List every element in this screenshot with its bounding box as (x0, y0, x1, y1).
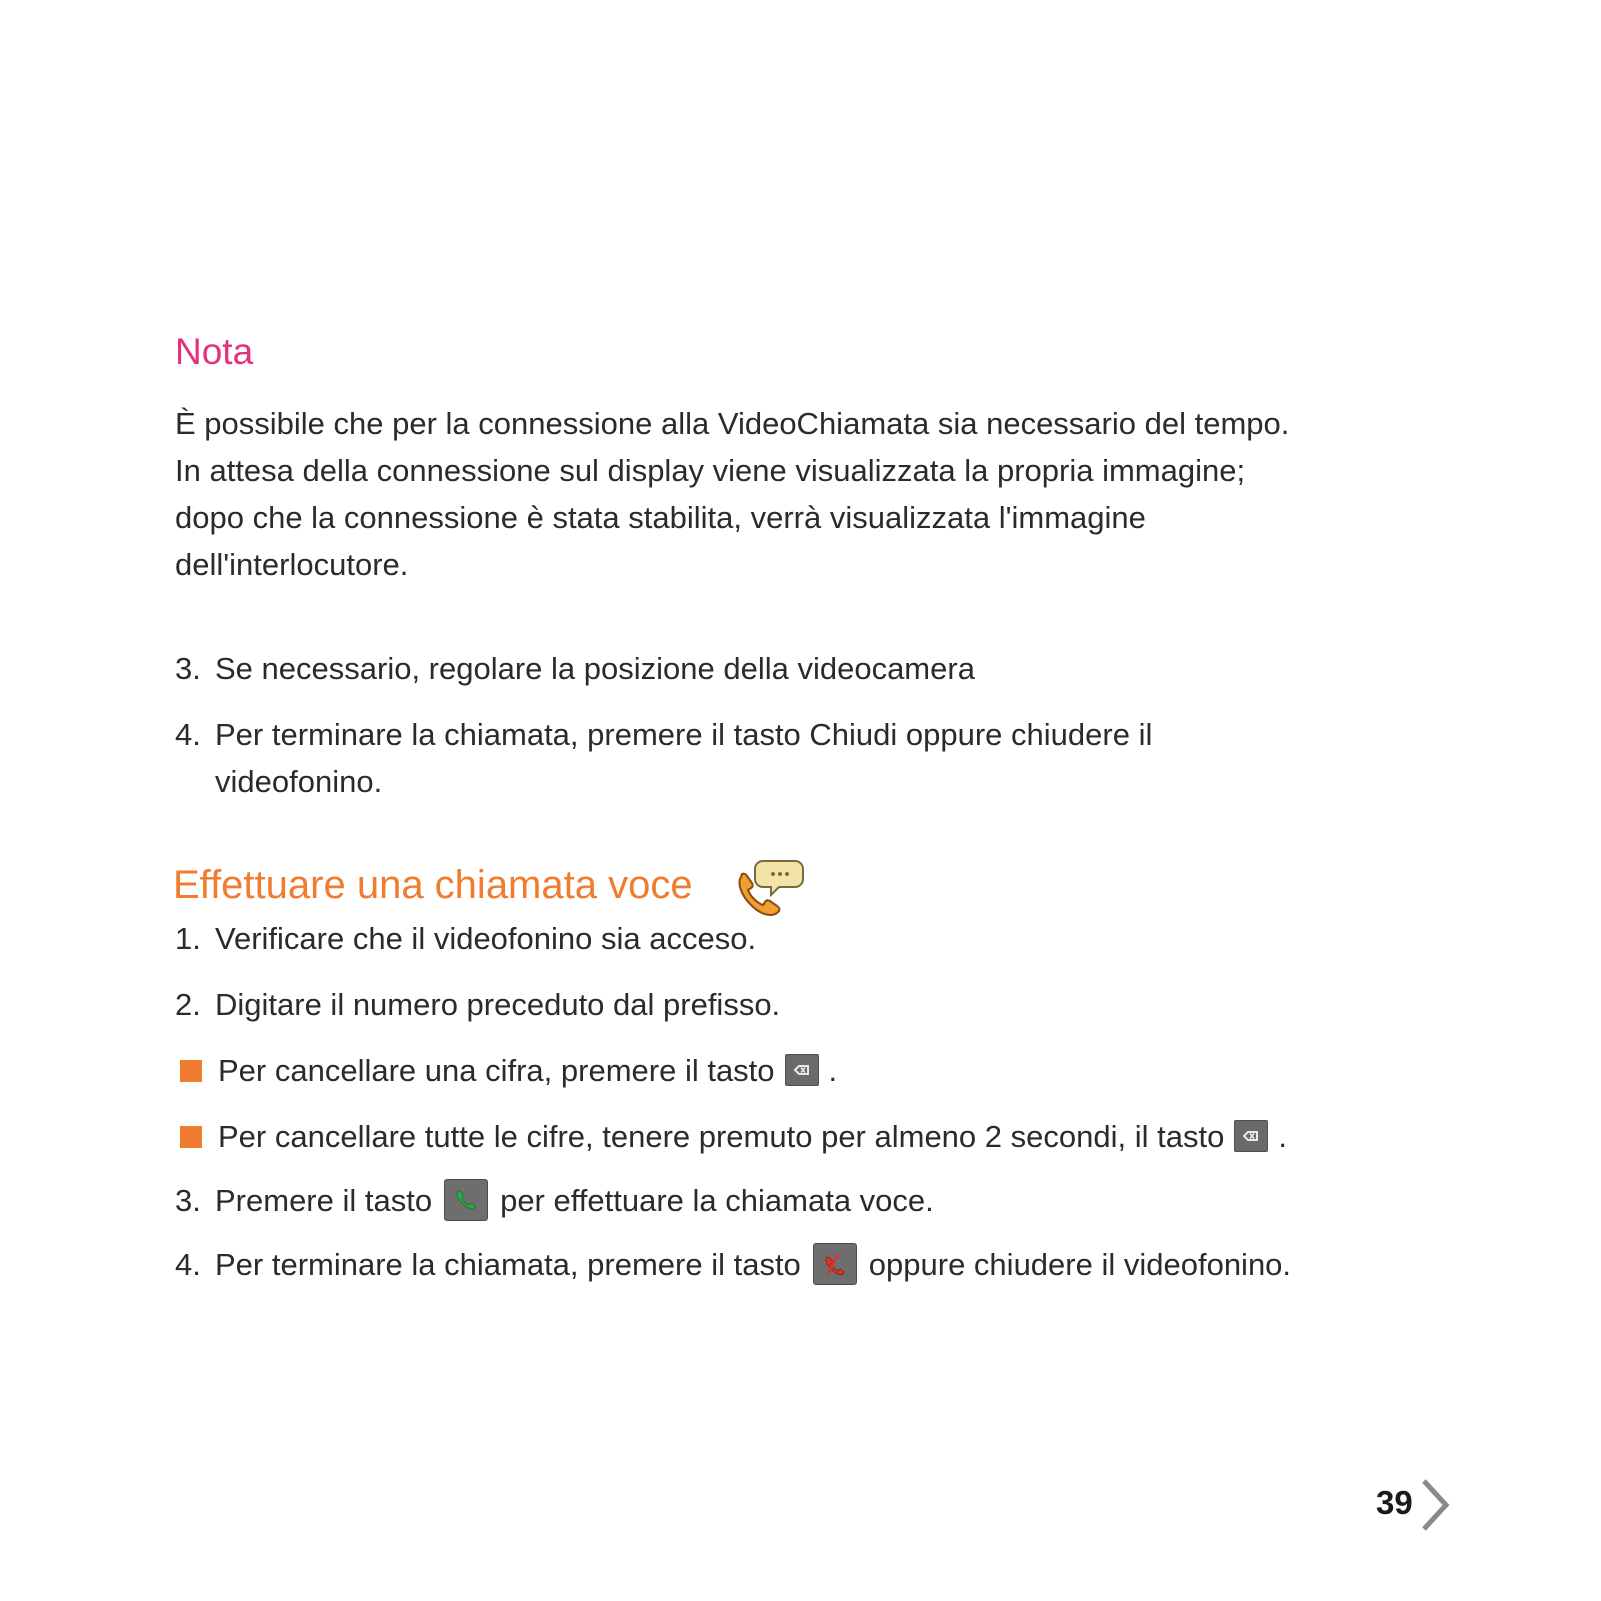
step-number: 3. (175, 1183, 201, 1218)
next-page-chevron-icon[interactable] (1418, 1478, 1452, 1532)
bullet-clear-all (180, 1113, 1287, 1160)
step-text: Se necessario, regolare la posizione della videocamera (215, 651, 975, 686)
video-step-4 (175, 711, 1152, 758)
step-number: 4. (175, 1247, 201, 1282)
voice-call-icon (735, 855, 805, 917)
voice-step-4 (175, 1241, 1291, 1288)
bullet-square-icon (180, 1060, 202, 1082)
step-number: 1. (175, 921, 201, 956)
note-line: dopo che la connessione è stata stabilita, verrà visualizzata l'immagine (175, 500, 1146, 535)
note-body (175, 400, 1455, 588)
step-number: 2. (175, 987, 201, 1022)
step-number: 3. (175, 651, 201, 686)
step-text: Per terminare la chiamata, premere il tasto Chiudi oppure chiudere il (215, 717, 1153, 752)
bullet-suffix: . (828, 1053, 838, 1088)
bullet-suffix: . (1278, 1119, 1287, 1154)
bullet-clear-digit (180, 1047, 837, 1094)
note-line: dell'interlocutore. (175, 547, 409, 582)
bullet-text: Per cancellare tutte le cifre, tenere premuto per almeno 2 secondi, il tasto (218, 1119, 1225, 1154)
step-text: Digitare il numero preceduto dal prefisso. (215, 987, 781, 1022)
voice-step-2 (175, 981, 780, 1028)
page-footer (1376, 1478, 1466, 1538)
call-key-icon (444, 1179, 488, 1221)
voice-step-3 (175, 1177, 934, 1224)
video-step-3 (175, 645, 975, 692)
note-line: In attesa della connessione sul display viene visualizzata la propria immagine; (175, 453, 1246, 488)
video-step-4-continuation: videofonino. (215, 764, 383, 799)
note-line: È possibile che per la connessione alla VideoChiamata sia necessario del tempo. (175, 406, 1290, 441)
bullet-square-icon (180, 1126, 202, 1148)
clear-key-icon (785, 1054, 819, 1086)
step-text-before: Per terminare la chiamata, premere il tasto (215, 1247, 801, 1282)
bullet-text: Per cancellare una cifra, premere il tasto (218, 1053, 775, 1088)
step-text-after: per effettuare la chiamata voce. (500, 1183, 934, 1218)
step-text: Verificare che il videofonino sia acceso. (215, 921, 757, 956)
step-text-after: oppure chiudere il videofonino. (868, 1247, 1292, 1282)
clear-key-icon (1234, 1120, 1268, 1152)
note-title: Nota (175, 331, 254, 372)
step-number: 4. (175, 717, 201, 752)
voice-step-1 (175, 915, 756, 962)
page-number: 39 (1376, 1484, 1413, 1521)
end-call-key-icon (813, 1243, 857, 1285)
voice-section-title: Effettuare una chiamata voce (173, 863, 693, 907)
step-text-before: Premere il tasto (215, 1183, 433, 1218)
